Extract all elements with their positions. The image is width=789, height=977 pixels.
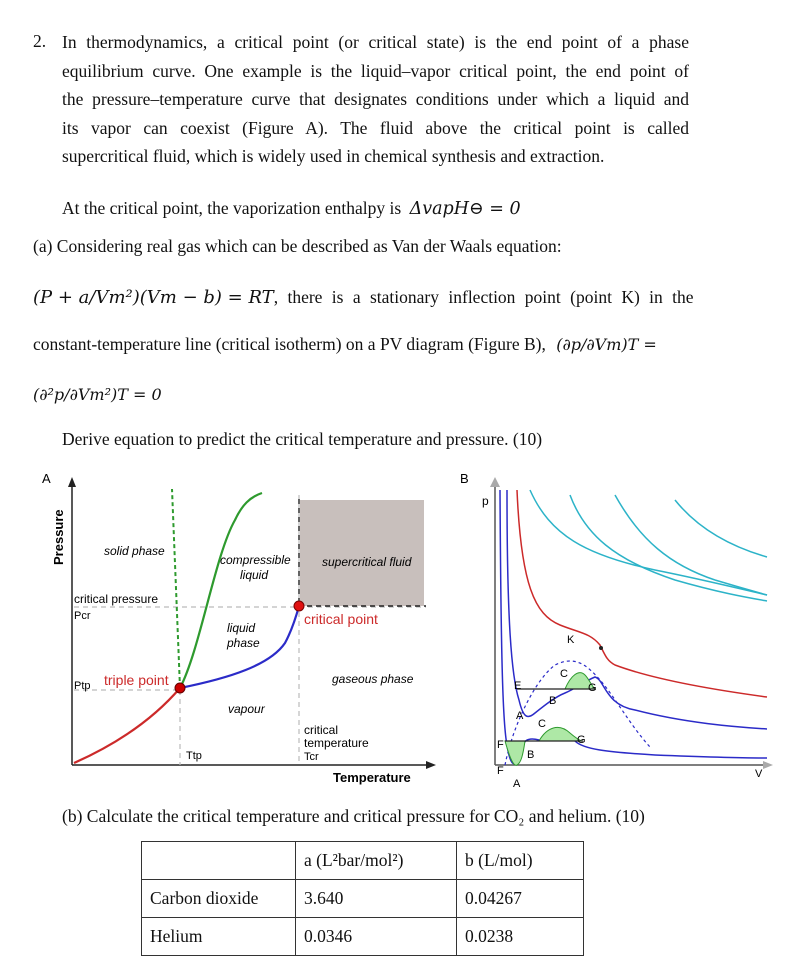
point-b-label: B bbox=[549, 695, 557, 707]
figure-b-panel-label: B bbox=[460, 471, 469, 486]
pcr-label: Pcr bbox=[74, 610, 91, 622]
tcr-label: Tcr bbox=[304, 751, 319, 763]
ttp-label: Ttp bbox=[186, 750, 202, 762]
table-header-cell: b (L/mol) bbox=[457, 842, 584, 880]
isotherm-high-2 bbox=[570, 495, 767, 601]
supercritical-region bbox=[300, 500, 424, 606]
figure-b-y-arrow bbox=[490, 477, 500, 487]
figure-a-panel-label: A bbox=[42, 471, 51, 486]
point-e-label: E bbox=[514, 680, 522, 692]
figure-b-pv-diagram bbox=[455, 465, 780, 795]
part-b-heading: (b) Calculate the critical temperature and critical pressure for CO₂ and helium. (10) bbox=[62, 806, 645, 826]
vdw-equation: (P + a/Vm²)(Vm − b) = RT bbox=[33, 287, 274, 308]
point-k-label: K bbox=[567, 634, 575, 646]
second-derivative: (∂²p/∂Vm²)T = 0 bbox=[33, 385, 162, 404]
table-cell: 0.0238 bbox=[457, 918, 584, 956]
critical-point-k bbox=[599, 646, 603, 650]
table-header-row bbox=[142, 842, 584, 880]
point-a-label: A bbox=[516, 710, 524, 722]
table-cell: Carbon dioxide bbox=[142, 880, 296, 918]
figure-a-phase-diagram bbox=[30, 465, 440, 795]
table-cell: 3.640 bbox=[296, 880, 457, 918]
table-header-cell: a (L²bar/mol²) bbox=[296, 842, 457, 880]
vdw-line bbox=[33, 287, 694, 308]
question-number: 2. bbox=[33, 31, 47, 51]
point-a2-label: A bbox=[513, 778, 521, 790]
vdw-constants-table bbox=[141, 841, 584, 956]
point-c-label: C bbox=[560, 668, 568, 680]
isotherm-text: constant-temperature line (critical isotherm) on a PV diagram (Figure B), bbox=[33, 334, 546, 354]
liquid-phase-label-2: phase bbox=[227, 636, 260, 650]
gaseous-phase-label: gaseous phase bbox=[332, 672, 414, 686]
figure-a-y-arrow bbox=[68, 477, 76, 487]
isotherm-high-3 bbox=[615, 495, 767, 595]
melting-curve bbox=[180, 493, 262, 688]
intro-line: supercritical fluid, which is widely used in chemical synthesis and extraction. bbox=[62, 146, 605, 166]
table-row bbox=[142, 880, 584, 918]
table-cell: 0.04267 bbox=[457, 880, 584, 918]
critical-temperature-label-2: temperature bbox=[304, 736, 369, 750]
figure-a-x-arrow bbox=[426, 761, 436, 769]
vdw-text: , there is a stationary inflection point (point K) in the bbox=[273, 287, 694, 307]
supercritical-fluid-label: supercritical fluid bbox=[322, 555, 412, 569]
sublimation-curve bbox=[74, 688, 180, 763]
enthalpy-expression: ΔvapH⊖ = 0 bbox=[409, 199, 521, 219]
figure-b-y-label: p bbox=[482, 494, 489, 508]
point-g2-label: G bbox=[577, 734, 586, 746]
table-cell: 0.0346 bbox=[296, 918, 457, 956]
figure-a-x-label: Temperature bbox=[333, 770, 411, 785]
isotherm-high-1 bbox=[530, 490, 767, 595]
intro-line: the pressure–temperature curve that designates conditions under which a liquid and bbox=[62, 89, 689, 109]
point-c2-label: C bbox=[538, 718, 546, 730]
enthalpy-sentence bbox=[62, 198, 521, 219]
point-b2-label: B bbox=[527, 749, 535, 761]
intro-line: In thermodynamics, a critical point (or critical state) is the end point of a phase bbox=[62, 32, 689, 52]
isotherm-high-4 bbox=[675, 500, 767, 557]
critical-pressure-label: critical pressure bbox=[74, 592, 159, 606]
enthalpy-text: At the critical point, the vaporization enthalpy is bbox=[62, 198, 402, 218]
subcritical-isotherm-1 bbox=[507, 490, 767, 729]
liquid-phase-label: liquid bbox=[227, 621, 256, 635]
first-derivative: (∂p/∂Vm)T = bbox=[556, 335, 657, 354]
intro-line: equilibrium curve. One example is the liquid–vapor critical point, the end point of bbox=[62, 60, 689, 81]
ptp-label: Ptp bbox=[74, 680, 91, 692]
table-header-cell bbox=[142, 842, 296, 880]
point-f2-label: F bbox=[497, 765, 504, 777]
anomalous-melting-curve bbox=[172, 489, 180, 688]
point-f-label: F bbox=[497, 739, 504, 751]
derive-task: Derive equation to predict the critical temperature and pressure. (10) bbox=[62, 429, 543, 449]
intro-line: its vapor can coexist (Figure A). The fluid above the critical point is called bbox=[62, 117, 689, 138]
critical-temperature-label: critical bbox=[304, 723, 339, 737]
triple-point-label: triple point bbox=[104, 672, 169, 688]
question-intro bbox=[62, 28, 689, 171]
solid-phase-label: solid phase bbox=[104, 544, 165, 558]
critical-point-marker bbox=[294, 601, 304, 611]
figure-a-y-label: Pressure bbox=[51, 509, 66, 565]
vapour-label: vapour bbox=[228, 702, 265, 716]
isotherm-line bbox=[33, 334, 657, 355]
table-cell: Helium bbox=[142, 918, 296, 956]
point-g-label: G bbox=[588, 682, 597, 694]
compressible-liquid-label: compressible bbox=[220, 553, 291, 567]
figure-b-x-label: V bbox=[755, 768, 763, 780]
triple-point-marker bbox=[175, 683, 185, 693]
table-row bbox=[142, 918, 584, 956]
part-a-heading: (a) Considering real gas which can be described as Van der Waals equation: bbox=[33, 236, 562, 256]
compressible-liquid-label-2: liquid bbox=[240, 568, 269, 582]
figure-b-x-arrow bbox=[763, 761, 773, 769]
critical-point-label: critical point bbox=[304, 611, 378, 627]
